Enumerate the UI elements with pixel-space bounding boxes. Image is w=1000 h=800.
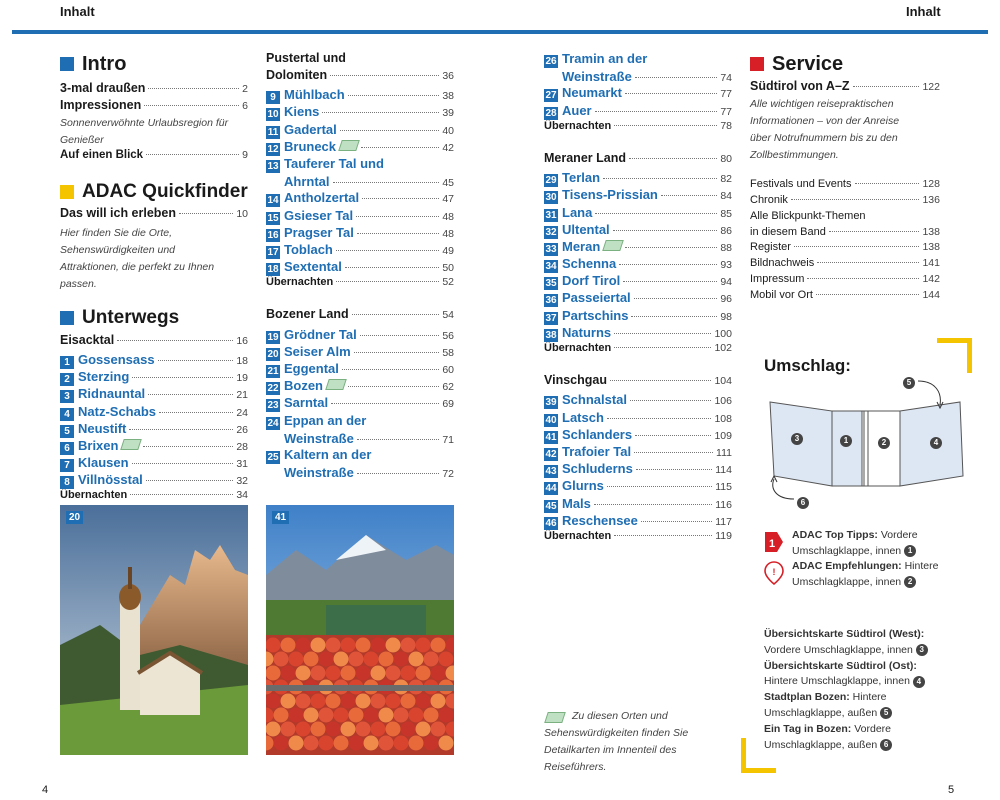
place-number: 24 (267, 417, 279, 429)
place-entry[interactable] (60, 404, 248, 421)
place-number: 36 (545, 295, 557, 307)
uebernachten-row[interactable]: Übernachten 52 (266, 276, 454, 289)
place-entry[interactable] (544, 187, 732, 204)
page-number: 114 (715, 464, 732, 477)
quickfinder-square-icon (60, 185, 74, 199)
page-number: 108 (714, 412, 732, 425)
circle-num-icon: 2 (904, 576, 916, 588)
page-number: 47 (442, 193, 454, 206)
col1 (60, 53, 248, 507)
place-number: 11 (267, 126, 279, 138)
place-number: 41 (545, 431, 557, 443)
region-row[interactable]: Eisacktal 16 (60, 332, 248, 347)
place-label: Neumarkt (562, 85, 622, 101)
top-tipp-icon (763, 530, 785, 556)
place-number: 5 (60, 425, 74, 438)
place-number: 12 (267, 143, 279, 155)
detail-map-icon (121, 439, 143, 450)
page-number: 56 (442, 329, 454, 342)
place-label: Glurns (562, 478, 604, 494)
place-label: Reschensee (562, 512, 638, 528)
place-entry[interactable] (266, 259, 454, 276)
place-entry[interactable] (266, 87, 454, 104)
place-entry[interactable] (266, 464, 454, 481)
place-label: Mals (562, 495, 591, 511)
place-label: Kiens (284, 104, 320, 120)
toc-row[interactable]: Auf einen Blick 9 (60, 149, 248, 162)
region-row[interactable]: Vinschgau 104 (544, 373, 732, 388)
place-entry[interactable] (544, 273, 732, 290)
circle-num-icon: 6 (880, 739, 892, 751)
col3 (544, 51, 732, 547)
place-label: Gossensass (78, 351, 155, 367)
service-title: Service (772, 52, 844, 75)
place-label: Weinstraße (562, 69, 632, 85)
detail-map-icon (325, 379, 347, 390)
place-label: Sterzing (78, 369, 130, 385)
place-entry[interactable] (544, 308, 732, 325)
circle-num-icon: 5 (880, 707, 892, 719)
circle-num-icon: 3 (916, 644, 928, 656)
place-entry[interactable] (60, 369, 248, 386)
place-number: 15 (267, 212, 279, 224)
place-number: 22 (267, 383, 279, 395)
place-label: Tauferer Tal und (284, 155, 384, 171)
uebernachten-row[interactable]: Übernachten 119 (544, 529, 732, 542)
page-number: 42 (442, 141, 454, 154)
place-entry[interactable] (544, 51, 732, 68)
header-rule (12, 30, 988, 34)
photo-apples (266, 505, 454, 755)
quickfinder-note: Hier finden Sie die Orte, Sehenswürdigkeiten und Attraktionen, die perfekt zu Ihnen passen. (60, 226, 215, 290)
place-entry[interactable] (544, 444, 732, 461)
page-number: 58 (442, 346, 454, 359)
place-entry[interactable] (544, 392, 732, 409)
place-label: Kaltern an der (284, 446, 372, 462)
service-list-item[interactable]: Chronik 136 (750, 193, 940, 206)
place-number: 45 (545, 500, 557, 512)
marker-2-icon: 2 (878, 437, 890, 449)
place-number: 44 (545, 483, 557, 495)
place-number: 37 (545, 312, 557, 324)
place-number: 31 (545, 209, 557, 221)
place-entry[interactable] (266, 395, 454, 412)
place-number: 32 (545, 226, 557, 238)
service-note: Alle wichtigen reisepraktischen Informationen – von der Anreise über Notrufnummern bis zu den Zollbestimmungen. (750, 98, 900, 162)
place-label: Sarntal (284, 395, 329, 411)
page-number-right: 5 (948, 784, 955, 796)
place-entry[interactable] (544, 239, 732, 256)
place-entry[interactable] (544, 461, 732, 478)
page-number: 117 (715, 515, 732, 528)
place-entry[interactable] (266, 242, 454, 259)
quickfinder-heading (60, 181, 248, 203)
service-heading (750, 53, 940, 75)
place-entry[interactable] (544, 290, 732, 307)
place-label: Eggental (284, 361, 339, 376)
place-entry[interactable] (60, 455, 248, 472)
place-entry[interactable] (544, 427, 732, 444)
place-label: Terlan (562, 170, 601, 186)
page-number: 77 (720, 88, 732, 101)
place-entry[interactable] (266, 430, 454, 447)
marker-4-icon: 4 (930, 437, 942, 449)
col4 (750, 53, 940, 305)
place-entry[interactable] (60, 438, 248, 455)
place-label: Eppan an der (284, 412, 367, 428)
place-entry[interactable] (266, 361, 454, 378)
page-number: 111 (716, 446, 732, 459)
service-list-item[interactable]: Bildnachweis 141 (750, 257, 940, 270)
place-entry[interactable] (544, 478, 732, 495)
place-number: 23 (267, 400, 279, 412)
place-label: Tisens-Prissian (562, 187, 658, 203)
map-entry[interactable]: Ein Tag in Bozen: Vordere Umschlagklappe, außen 6 (764, 722, 892, 751)
place-entry[interactable] (544, 85, 732, 102)
page-number: 98 (720, 310, 732, 323)
toc-row[interactable]: Südtirol von A–Z 122 (750, 79, 940, 93)
region-row[interactable]: Bozener Land 54 (266, 307, 454, 322)
place-label: Bruneck (284, 138, 337, 154)
place-number: 29 (545, 175, 557, 187)
page-number: 21 (236, 389, 248, 402)
place-number: 21 (267, 366, 279, 377)
place-number: 2 (60, 373, 74, 386)
svg-text:!: ! (772, 567, 776, 577)
page-number: 82 (720, 173, 732, 186)
uebernachten-row[interactable]: Übernachten 78 (544, 119, 732, 132)
unterwegs-title: Unterwegs (82, 306, 180, 328)
place-number: 19 (267, 331, 279, 343)
page-number: 94 (720, 276, 732, 289)
place-label: Natz-Schabs (78, 403, 157, 419)
place-entry[interactable] (544, 325, 732, 342)
place-entry[interactable] (544, 222, 732, 239)
place-entry[interactable] (266, 413, 454, 430)
place-label: Pragser Tal (284, 224, 354, 240)
page-number: 71 (442, 433, 454, 446)
empfehlungen-line: ADAC Empfehlungen: Hintere Umschlagklappe, innen 2 (792, 560, 939, 588)
place-label: Ahrntal (284, 174, 330, 190)
toc-row[interactable]: Das will ich erleben 10 (60, 205, 248, 220)
place-number: 33 (545, 243, 557, 255)
place-number: 42 (545, 448, 557, 460)
page-number: 62 (442, 381, 454, 394)
service-list-item[interactable]: in diesem Band 138 (750, 225, 940, 238)
page-number: 116 (715, 498, 732, 511)
page-number: 69 (442, 398, 454, 411)
page-number: 84 (720, 190, 732, 203)
place-number: 1 (60, 356, 74, 369)
circle-num-icon: 1 (904, 545, 916, 557)
place-label: Ultental (562, 221, 610, 237)
marker-3-icon: 3 (791, 433, 803, 445)
page-number: 77 (720, 105, 732, 118)
page-number: 72 (442, 468, 454, 481)
place-entry[interactable] (266, 139, 454, 156)
unterwegs-square-icon (60, 311, 74, 325)
place-label: Grödner Tal (284, 326, 357, 342)
place-number: 18 (267, 264, 279, 276)
map-entry[interactable]: Übersichtskarte Südtirol (Ost): Hintere Umschlagklappe, innen 4 (764, 659, 964, 691)
page-number: 45 (442, 177, 454, 190)
place-label: Ridnauntal (78, 386, 146, 402)
marker-1-icon: 1 (840, 435, 852, 447)
service-list-item[interactable]: Mobil vor Ort 144 (750, 288, 940, 301)
region-row[interactable]: Meraner Land 80 (544, 150, 732, 165)
place-entry[interactable] (544, 496, 732, 513)
place-label: Schluderns (562, 461, 633, 477)
page-number: 85 (720, 207, 732, 220)
place-number: 6 (60, 442, 74, 455)
place-label: Schlanders (562, 426, 633, 442)
place-number: 26 (545, 56, 557, 67)
place-entry[interactable] (266, 173, 454, 190)
header-right: Inhalt (906, 4, 941, 19)
place-entry[interactable] (266, 156, 454, 173)
place-entry[interactable] (266, 225, 454, 242)
place-label: Antholzertal (284, 190, 360, 206)
marker-6-icon: 6 (797, 497, 809, 509)
place-entry[interactable] (60, 352, 248, 369)
umschlag-title: Umschlag: (764, 356, 851, 375)
photo-church (60, 505, 248, 755)
photo-tag: 41 (272, 511, 289, 524)
place-number: 25 (267, 451, 279, 463)
page-number: 50 (442, 262, 454, 275)
place-label: Schnalstal (562, 392, 628, 408)
place-label: Dorf Tirol (562, 273, 621, 289)
place-number: 39 (545, 397, 557, 409)
map-entry[interactable]: Stadtplan Bozen: Hintere Umschlagklappe, außen 5 (764, 690, 964, 722)
top-tipps-line: ADAC Top Tipps: Vordere Umschlagklappe, innen 1 (792, 529, 918, 557)
region-label: Pustertal und (266, 51, 346, 65)
place-entry[interactable] (266, 344, 454, 361)
page-number: 39 (442, 107, 454, 120)
uebernachten-row[interactable]: Übernachten 102 (544, 342, 732, 354)
svg-text:1: 1 (768, 538, 776, 550)
place-entry[interactable] (544, 205, 732, 222)
place-label: Naturns (562, 324, 612, 340)
header-left: Inhalt (60, 4, 95, 19)
place-number: 14 (267, 195, 279, 207)
place-number: 17 (267, 246, 279, 258)
place-number: 7 (60, 459, 74, 472)
page-number: 49 (442, 244, 454, 257)
place-label: Villnösstal (78, 472, 143, 488)
cover-diagram (764, 375, 974, 515)
page-number: 40 (442, 124, 454, 137)
place-number: 30 (545, 192, 557, 204)
place-label: Meran (562, 238, 601, 254)
place-label: Sextental (284, 259, 342, 275)
page-number: 100 (714, 327, 732, 340)
place-number: 35 (545, 278, 557, 290)
place-number: 46 (545, 517, 557, 529)
place-label: Schenna (562, 256, 617, 272)
place-number: 27 (545, 90, 557, 102)
place-entry[interactable] (60, 421, 248, 438)
place-number: 16 (267, 229, 279, 241)
service-list-item[interactable]: Impressum 142 (750, 272, 940, 285)
place-label: Weinstraße (284, 430, 354, 446)
region-row[interactable]: Dolomiten 36 (266, 68, 454, 82)
marker-5-icon: 5 (903, 377, 915, 389)
quickfinder-title: ADAC Quickfinder (82, 180, 248, 202)
detail-map-icon (338, 140, 360, 151)
place-label: Auer (562, 102, 592, 118)
place-number: 43 (545, 466, 557, 478)
page-number: 48 (442, 210, 454, 223)
place-entry[interactable] (266, 447, 454, 464)
place-entry[interactable] (544, 170, 732, 187)
place-entry[interactable] (544, 513, 732, 530)
empfehlung-icon (763, 560, 785, 586)
place-number: 28 (545, 107, 557, 119)
toc-row[interactable]: 3-mal draußen 2 (60, 81, 248, 95)
intro-heading (60, 53, 248, 75)
intro-note: Sonnenverwöhnte Urlaubsregion für Genießer (60, 117, 229, 147)
page-number: 18 (236, 354, 248, 367)
place-label: Gadertal (284, 121, 337, 137)
uebernachten-row[interactable]: Übernachten 34 (60, 489, 248, 502)
place-entry[interactable] (544, 103, 732, 120)
place-entry[interactable] (60, 386, 248, 403)
service-square-icon (750, 57, 764, 71)
page-number: 74 (720, 72, 732, 85)
place-label: Mühlbach (284, 87, 345, 103)
toc-row[interactable]: Impressionen 6 (60, 98, 248, 113)
corner-mark-top (937, 338, 972, 373)
place-label: Trafoier Tal (562, 443, 632, 459)
place-label: Bozen (284, 378, 323, 394)
place-label: Klausen (78, 455, 129, 471)
place-label: Latsch (562, 409, 604, 425)
place-label: Partschins (562, 307, 629, 323)
page-number: 24 (236, 406, 248, 419)
page-number: 88 (720, 241, 732, 254)
place-number: 40 (545, 414, 557, 426)
place-label: Weinstraße (284, 465, 354, 481)
place-number: 20 (267, 348, 279, 360)
page-number: 86 (720, 224, 732, 237)
page-number: 93 (720, 259, 732, 272)
place-number: 34 (545, 261, 557, 273)
intro-title: Intro (82, 52, 127, 75)
place-label: Toblach (284, 241, 333, 257)
place-entry[interactable] (544, 68, 732, 85)
place-number: 4 (60, 408, 74, 421)
place-entry[interactable] (60, 472, 248, 489)
place-entry[interactable] (544, 256, 732, 273)
place-label: Gsieser Tal (284, 207, 354, 223)
page-number: 38 (442, 90, 454, 103)
page-number-left: 4 (42, 784, 49, 796)
col2 (266, 51, 454, 481)
place-label: Passeiertal (562, 290, 631, 306)
page-number: 28 (236, 440, 248, 453)
service-list-item[interactable]: Alle Blickpunkt-Themen (750, 209, 866, 222)
place-label: Seiser Alm (284, 343, 351, 359)
page-number: 48 (442, 227, 454, 240)
place-number: 9 (266, 91, 280, 104)
page-number: 106 (714, 395, 732, 408)
service-list-item[interactable]: Festivals und Events 128 (750, 178, 940, 191)
place-entry[interactable] (266, 104, 454, 121)
place-entry[interactable] (266, 190, 454, 207)
place-label: Lana (562, 204, 593, 220)
page-number: 115 (715, 481, 732, 494)
intro-square-icon (60, 57, 74, 71)
place-entry[interactable] (544, 410, 732, 427)
place-entry[interactable] (266, 378, 454, 395)
legend-text: Zu diesen Orten und Sehenswürdigkeiten finden Sie Detailkarten im Innenteil des Reiseführers. (544, 710, 689, 773)
circle-num-icon: 4 (913, 676, 925, 688)
page-number: 32 (236, 475, 248, 488)
unterwegs-heading (60, 307, 248, 329)
place-label: Brixen (78, 437, 119, 453)
place-number: 38 (545, 329, 557, 341)
place-number: 13 (267, 160, 279, 172)
page-number: 19 (236, 372, 248, 385)
place-label: Neustift (78, 420, 127, 436)
maps-list (764, 627, 964, 753)
place-entry[interactable] (266, 122, 454, 139)
place-number: 8 (60, 476, 74, 489)
place-number: 3 (60, 390, 74, 403)
place-label: Tramin an der (562, 51, 648, 66)
page-number: 60 (442, 364, 454, 376)
place-entry[interactable] (266, 327, 454, 344)
detail-map-icon (603, 240, 625, 251)
photo-tag: 20 (66, 511, 83, 524)
map-entry[interactable]: Übersichtskarte Südtirol (West): Vordere Umschlagklappe, innen 3 (764, 627, 964, 659)
service-list-item[interactable]: Register 138 (750, 241, 940, 254)
page-number: 109 (714, 429, 732, 442)
detailmap-legend (544, 708, 716, 776)
place-entry[interactable] (266, 208, 454, 225)
page-number: 26 (236, 423, 248, 436)
page-number: 31 (236, 458, 248, 471)
place-number: 10 (267, 109, 279, 121)
page-number: 96 (720, 293, 732, 306)
corner-mark-bottom (741, 738, 776, 773)
detail-map-icon (544, 712, 566, 723)
